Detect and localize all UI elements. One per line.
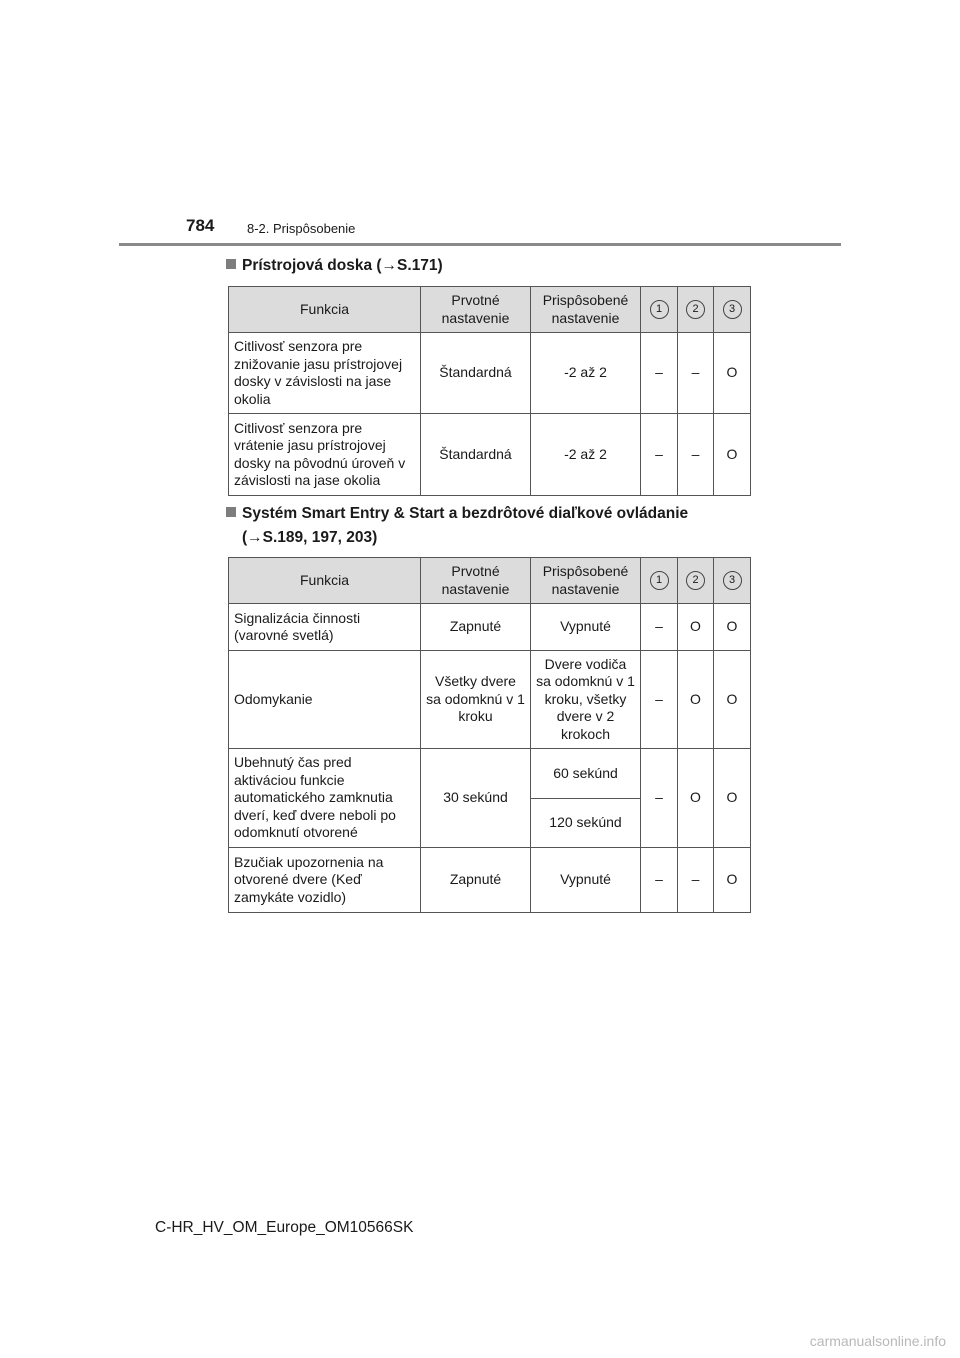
column-header: Prvotné nastavenie — [421, 558, 531, 604]
custom-setting-cell: Vypnuté — [531, 848, 641, 913]
table-header-row — [229, 558, 751, 604]
method-3-cell: O — [714, 749, 751, 848]
page-number: 784 — [186, 216, 215, 235]
column-header: Prispôsobené nastavenie — [531, 287, 641, 333]
column-header: Prvotné nastavenie — [421, 287, 531, 333]
method-1-cell: – — [641, 848, 678, 913]
watermark: carmanualsonline.info — [809, 1333, 946, 1349]
function-cell: Ubehnutý čas pred aktiváciou funkcie automatického zamknutia dverí, keď dvere neboli po odomknutí otvorené — [229, 749, 421, 848]
default-setting-cell: Štandardná — [421, 414, 531, 496]
method-3-cell: O — [714, 333, 751, 414]
section-title: Systém Smart Entry & Start a bezdrôtové diaľkové ovládanie — [242, 505, 689, 522]
circled-number-icon: 1 — [650, 571, 669, 590]
table-row — [229, 333, 751, 414]
method-2-cell: – — [678, 333, 714, 414]
circled-number-icon: 2 — [686, 300, 705, 319]
section-heading-instrument-panel — [226, 254, 756, 278]
column-header — [641, 287, 678, 333]
default-setting-cell: Zapnuté — [421, 848, 531, 913]
circled-number-icon: 3 — [723, 300, 742, 319]
method-1-cell: – — [641, 333, 678, 414]
column-header: Prispôsobené nastavenie — [531, 558, 641, 604]
function-cell: Signalizácia činnosti (varovné svetlá) — [229, 604, 421, 651]
method-3-cell: O — [714, 414, 751, 496]
document-code: C-HR_HV_OM_Europe_OM10566SK — [155, 1219, 414, 1236]
function-cell: Citlivosť senzora pre znižovanie jasu prístrojovej dosky v závislosti na jase okolia — [229, 333, 421, 414]
column-header — [641, 558, 678, 604]
column-header — [678, 558, 714, 604]
default-setting-cell: 30 sekúnd — [421, 749, 531, 848]
instrument-panel-table — [228, 286, 751, 496]
column-header: Funkcia — [229, 287, 421, 333]
function-cell: Citlivosť senzora pre vrátenie jasu prístrojovej dosky na pôvodnú úroveň v závislosti na jase okolia — [229, 414, 421, 496]
method-1-cell: – — [641, 651, 678, 749]
method-3-cell: O — [714, 651, 751, 749]
default-setting-cell: Štandardná — [421, 333, 531, 414]
column-header — [714, 558, 751, 604]
section-title: Prístrojová doska (→S.171) — [242, 257, 443, 274]
method-3-cell: O — [714, 604, 751, 651]
column-header — [714, 287, 751, 333]
custom-setting-cell: Vypnuté — [531, 604, 641, 651]
smart-entry-table — [228, 557, 751, 913]
custom-setting-cell: -2 až 2 — [531, 333, 641, 414]
method-1-cell: – — [641, 414, 678, 496]
table-row — [229, 848, 751, 913]
table-row — [229, 414, 751, 496]
chapter-title: 8-2. Prispôsobenie — [247, 221, 356, 236]
square-bullet-icon — [226, 259, 236, 269]
column-header — [678, 287, 714, 333]
method-2-cell: O — [678, 604, 714, 651]
circled-number-icon: 2 — [686, 571, 705, 590]
custom-setting-cell: 60 sekúnd — [531, 749, 641, 799]
table-row — [229, 604, 751, 651]
custom-setting-cell: 120 sekúnd — [531, 799, 641, 848]
custom-setting-cell: Dvere vodiča sa odomknú v 1 kroku, všetky dvere v 2 krokoch — [531, 651, 641, 749]
header-rule — [119, 243, 841, 246]
table-row — [229, 749, 751, 799]
circled-number-icon: 1 — [650, 300, 669, 319]
method-1-cell: – — [641, 749, 678, 848]
default-setting-cell: Zapnuté — [421, 604, 531, 651]
table-header-row — [229, 287, 751, 333]
square-bullet-icon — [226, 507, 236, 517]
method-2-cell: – — [678, 414, 714, 496]
default-setting-cell: Všetky dvere sa odomknú v 1 kroku — [421, 651, 531, 749]
circled-number-icon: 3 — [723, 571, 742, 590]
function-cell: Bzučiak upozornenia na otvorené dvere (Keď zamykáte vozidlo) — [229, 848, 421, 913]
table-row — [229, 651, 751, 749]
method-2-cell: O — [678, 651, 714, 749]
custom-setting-cell: -2 až 2 — [531, 414, 641, 496]
method-2-cell: – — [678, 848, 714, 913]
column-header: Funkcia — [229, 558, 421, 604]
method-1-cell: – — [641, 604, 678, 651]
method-2-cell: O — [678, 749, 714, 848]
function-cell: Odomykanie — [229, 651, 421, 749]
section-title-reference: (→S.189, 197, 203) — [242, 529, 378, 546]
method-3-cell: O — [714, 848, 751, 913]
section-heading-smart-entry — [226, 502, 756, 550]
